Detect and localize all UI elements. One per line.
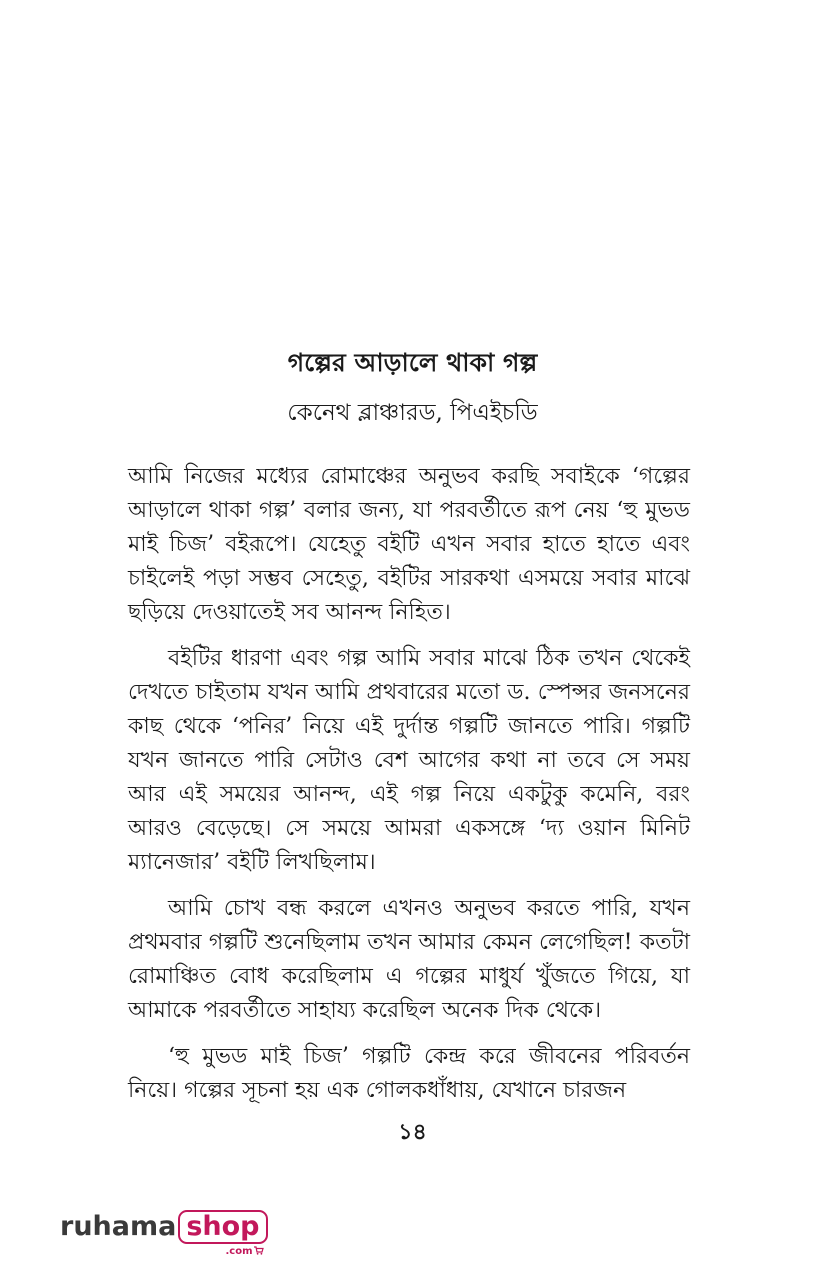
- logo-shop-box: [178, 1210, 267, 1257]
- logo-shop-text: shop: [186, 1211, 260, 1242]
- author-name: কেনেথ ব্লাঞ্চারড, পিএইচডি: [287, 400, 538, 426]
- chapter-title: গল্পের আড়ালে থাকা গল্প: [287, 348, 538, 377]
- paragraph-1: আমি নিজের মধ্যের রোমাঞ্চের অনুভব করছি সবাইকে ‘গল্পের আড়ালে থাকা গল্প’ বলার জন্য, যা পরবর্তীতে রূপ নেয় ‘হু মুভড মাই চিজ’ বইরূপে। যেহেতু বইটি এখন সবার হাতে হাতে এবং চাইলেই পড়া সম্ভব সেহেতু, বইটির সারকথা এসময়ে সবার মাঝে ছড়িয়ে দেওয়াতেই সব আনন্দ নিহিত।: [128, 464, 690, 625]
- paragraph-3: আমি চোখ বন্ধ করলে এখনও অনুভব করতে পারি, যখন প্রথমবার গল্পটি শুনেছিলাম তখন আমার কেমন লেগেছিল! কতটা রোমাঞ্চিত বোধ করেছিলাম এ গল্পের মাধুর্য খুঁজতে গিয়ে, যা আমাকে পরবর্তীতে সাহায্য করেছিল অনেক দিক থেকে।: [128, 896, 690, 1023]
- paragraph-2: বইটির ধারণা এবং গল্প আমি সবার মাঝে ঠিক তখন থেকেই দেখতে চাইতাম যখন আমি প্রথবারের মতো ড. স্পেন্সর জনসনের কাছ থেকে ‘পনির’ নিয়ে এই দুর্দান্ত গল্পটি জানতে পারি। গল্পটি যখন জানতে পারি সেটাও বেশ আগের কথা না তবে সে সময় আর এই সময়ের আনন্দ, এই গল্প নিয়ে একটুকু কমেনি, বরং আরও বেড়েছে। সে সময়ে আমরা একসঙ্গে ‘দ্য ওয়ান মিনিট ম্যানেজার’ বইটি লিখছিলাম।: [128, 646, 690, 875]
- page-number: ১৪: [398, 1120, 427, 1145]
- paragraph-4: ‘হু মুভড মাই চিজ’ গল্পটি কেন্দ্র করে জীবনের পরিবর্তন নিয়ে। গল্পের সূচনা হয় এক গোলকধাঁধায়, যেখানে চারজন: [128, 1044, 690, 1103]
- logo-brand-text: ruhama: [60, 1211, 177, 1242]
- logo-domain: [225, 1246, 263, 1258]
- body-text: [128, 460, 690, 1120]
- cart-icon: [254, 1246, 264, 1255]
- logo-domain-text: .com: [225, 1246, 253, 1257]
- ruhamashop-logo: [60, 1210, 268, 1257]
